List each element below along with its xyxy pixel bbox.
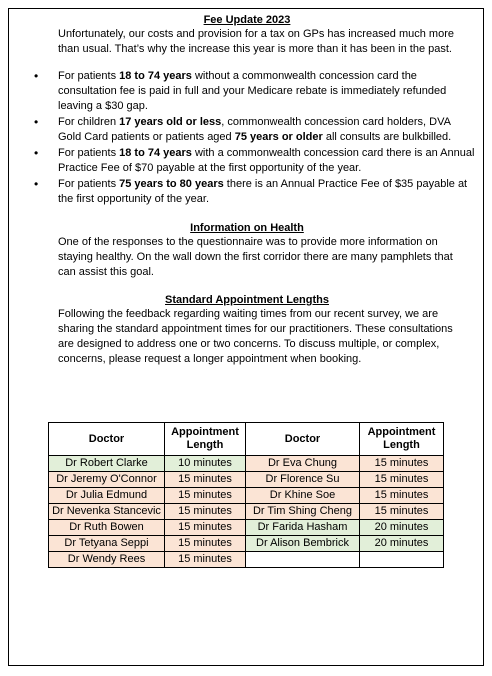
doctor-name-cell: Dr Ruth Bowen [49,520,165,536]
doctor-name-cell: Dr Jeremy O'Connor [49,472,165,488]
appointment-length-cell: 15 minutes [360,504,444,520]
doctor-name-cell: Dr Wendy Rees [49,552,165,568]
bullet-bold-text: 75 years or older [234,131,323,143]
appointment-lengths-text: Following the feedback regarding waiting times from our recent survey, we are sharing the standard appointment times for our practitioners. These consultations are designed to address one or two concerns. To discuss multiple, or complex, concerns, please request a longer appointment when booking. [58,308,453,365]
table-row [49,536,444,552]
appointment-length-cell: 15 minutes [165,504,246,520]
fee-bullet-list [9,69,485,208]
table-row [49,456,444,472]
health-info-heading: Information on Health [190,222,304,234]
health-info-text: One of the responses to the questionnaire was to provide more information on staying healthy. On the wall down the first corridor there are many pamphlets that can assist this goal. [58,236,453,278]
bullet-text: all consults are bulkbilled. [322,131,452,143]
appointment-length-cell: 15 minutes [165,536,246,552]
fee-bullet-item [58,177,476,208]
fee-bullet-item [58,115,476,146]
appointment-length-cell: 20 minutes [360,536,444,552]
fee-update-intro: Unfortunately, our costs and provision for a tax on GPs has increased much more than usual. That’s why the increase this year is more than it has been in the past. [58,28,454,55]
table-row [49,552,444,568]
appointment-length-cell: 20 minutes [360,520,444,536]
document-content [9,13,485,367]
table-row [49,472,444,488]
table-header-row [49,423,444,456]
doctor-name-cell: Dr Robert Clarke [49,456,165,472]
doctor-name-cell: Dr Khine Soe [246,488,360,504]
doctor-name-cell: Dr Farida Hasham [246,520,360,536]
bullet-text: For children [58,116,120,128]
column-header-doctor: Doctor [49,423,165,456]
fee-bullet-item [58,69,476,115]
doctor-name-cell: Dr Florence Su [246,472,360,488]
bullet-text: , commonwealth concession card holders, DVA Gold Card patients or patients aged [58,116,451,143]
column-header-doctor: Doctor [246,423,360,456]
appointment-length-cell: 15 minutes [165,472,246,488]
table-row [49,520,444,536]
column-header-length: Appointment Length [165,423,246,456]
appointment-length-cell: 15 minutes [165,552,246,568]
appointment-length-cell: 15 minutes [360,472,444,488]
doctor-name-cell: Dr Eva Chung [246,456,360,472]
appointment-length-cell: 15 minutes [360,488,444,504]
empty-cell [246,552,360,568]
appointment-length-cell: 10 minutes [165,456,246,472]
bullet-text: For patients [58,70,120,82]
table-row [49,504,444,520]
doctor-name-cell: Dr Alison Bembrick [246,536,360,552]
column-header-length: Appointment Length [360,423,444,456]
appointment-lengths-heading: Standard Appointment Lengths [165,294,329,306]
appointment-table [48,422,444,568]
doctor-name-cell: Dr Julia Edmund [49,488,165,504]
bullet-text: without a commonwealth concession card the consultation fee is paid in full and your Medicare rebate is immediately refunded leaving a $30 gap. [58,70,447,112]
bullet-bold-text: 18 to 74 years [119,147,192,159]
empty-cell [360,552,444,568]
doctor-name-cell: Dr Nevenka Stancevic [49,504,165,520]
doctor-name-cell: Dr Tim Shing Cheng [246,504,360,520]
page-border [8,8,484,666]
bullet-text: there is an Annual Practice Fee of $35 payable at the first opportunity of the year. [58,178,468,205]
table-row [49,488,444,504]
bullet-bold-text: 18 to 74 years [119,70,192,82]
bullet-text: with a commonwealth concession card there is an Annual Practice Fee of $70 payable at the first opportunity of the year. [58,147,475,174]
appointment-length-cell: 15 minutes [165,520,246,536]
bullet-bold-text: 17 years old or less [119,116,222,128]
appointment-length-cell: 15 minutes [360,456,444,472]
bullet-text: For patients [58,178,120,190]
fee-update-heading: Fee Update 2023 [203,14,291,26]
bullet-text: For patients [58,147,120,159]
bullet-bold-text: 75 years to 80 years [119,178,224,190]
fee-bullet-item [58,146,476,177]
doctor-name-cell: Dr Tetyana Seppi [49,536,165,552]
appointment-length-cell: 15 minutes [165,488,246,504]
